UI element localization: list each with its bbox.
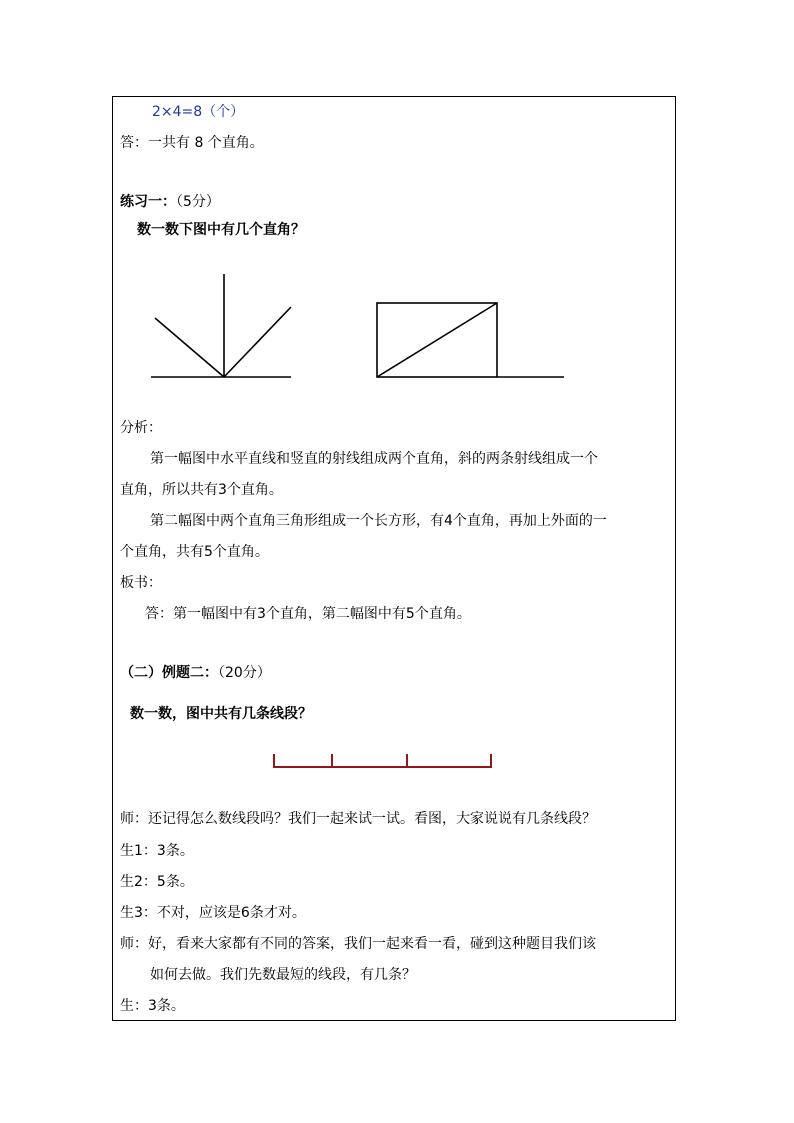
dialogue-line: 生2：5条。: [120, 874, 194, 890]
analysis-p2-line1: 第二幅图中两个直角三角形组成一个长方形，有4个直角，再加上外面的一: [150, 513, 607, 529]
example2-title: （二）例题二：: [120, 665, 218, 681]
example2-points: （20分）: [218, 665, 271, 681]
dialogue-line: 如何去做。我们先数最短的线段，有几条？: [150, 967, 416, 983]
example1-calc: [152, 103, 244, 121]
left-slant-ray: [155, 318, 224, 377]
example2-heading: [120, 664, 271, 682]
analysis-p1-line1: 第一幅图中水平直线和竖直的射线组成两个直角，斜的两条射线组成一个: [150, 451, 598, 467]
analysis-p2-line2: 个直角，共有5个直角。: [120, 544, 269, 560]
example2-question: 数一数，图中共有几条线段？: [130, 706, 312, 722]
dialogue-line: 生1：3条。: [120, 843, 194, 859]
exercise1-points: （5分）: [176, 194, 220, 210]
diagonal: [377, 303, 497, 377]
example1-answer: 答：一共有 8 个直角。: [120, 135, 264, 151]
exercise1-heading: [120, 193, 220, 211]
analysis-p1-line2: 直角，所以共有3个直角。: [120, 482, 283, 498]
board-label: 板书：: [120, 575, 162, 591]
figure-segments: [268, 748, 498, 774]
dialogue-line: 生：3条。: [120, 998, 185, 1014]
dialogue-line: 生3：不对，应该是6条才对。: [120, 905, 306, 921]
dialogue-line: 师：还记得怎么数线段吗？我们一起来试一试。看图，大家说说有几条线段？: [120, 811, 596, 827]
analysis-label: 分析：: [120, 420, 162, 436]
exercise1-title: 练习一：: [120, 194, 176, 210]
board-answer: 答：第一幅图中有3个直角，第二幅图中有5个直角。: [145, 606, 471, 622]
calc-text: 2×4=8（个）: [152, 104, 245, 120]
figure-rays: [140, 265, 300, 385]
figure-rectangle: [368, 295, 573, 385]
dialogue-line: 师：好，看来大家都有不同的答案，我们一起来看一看，碰到这种题目我们该: [120, 936, 596, 952]
right-slant-ray: [224, 307, 291, 377]
exercise1-question: 数一数下图中有几个直角？: [137, 222, 305, 238]
